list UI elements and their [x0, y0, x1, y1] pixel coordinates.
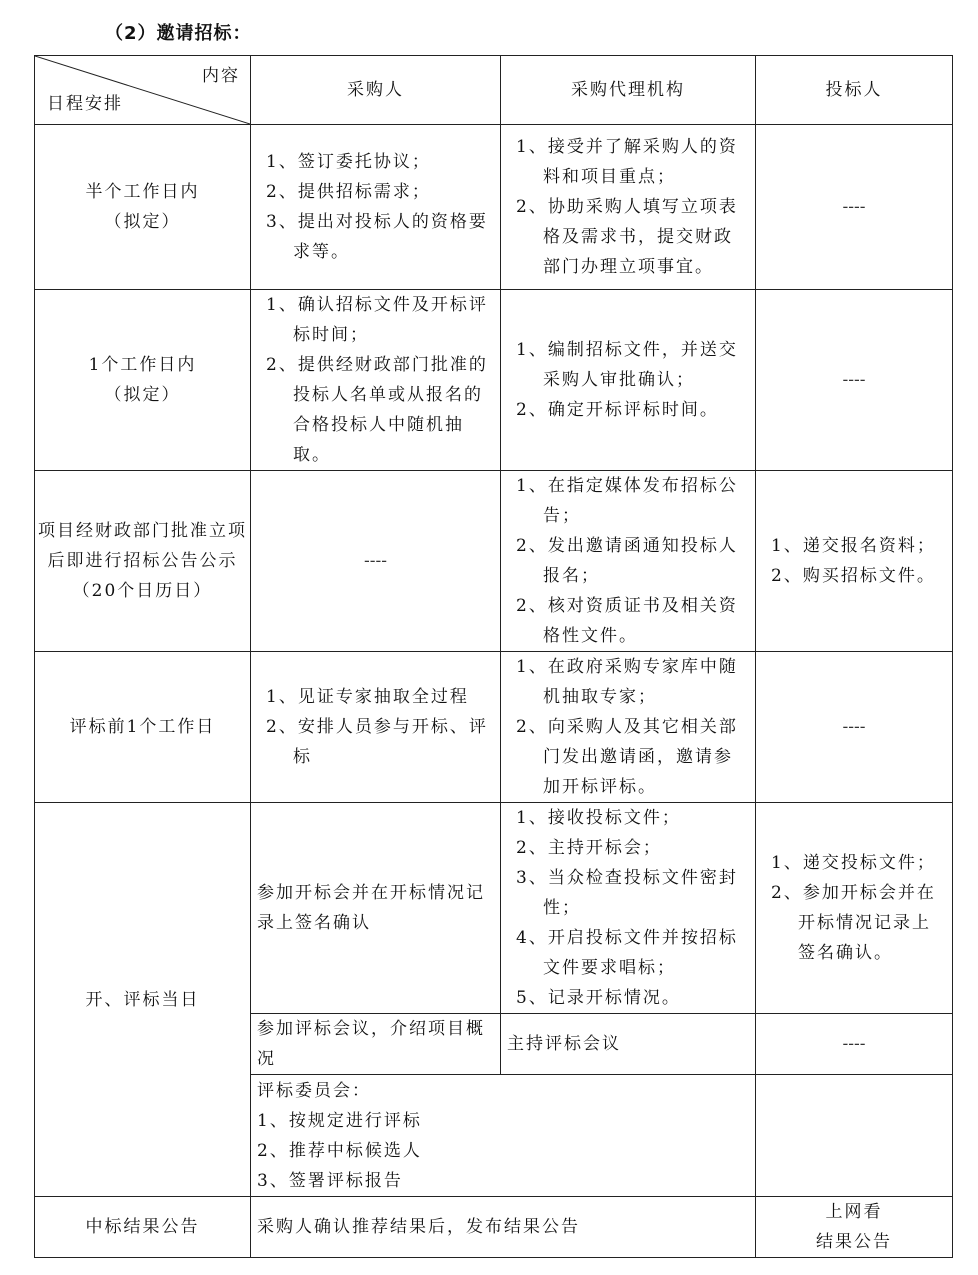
table-row [35, 290, 953, 471]
bidder-cell: ---- [756, 125, 953, 290]
committee-cell: 评标委员会： 1、按规定进行评标 2、推荐中标候选人 3、签署评标报告 [251, 1075, 756, 1197]
purchaser-cell: 1、签订委托协议； 2、提供招标需求； 3、提出对投标人的资格要求等。 [251, 125, 501, 290]
table-row [35, 803, 953, 1014]
bidder-cell-empty [756, 1075, 953, 1197]
result-content-cell: 采购人确认推荐结果后，发布结果公告 [251, 1197, 756, 1258]
schedule-cell: 1个工作日内 （拟定） [35, 290, 251, 471]
table-row [35, 1197, 953, 1258]
agency-cell: 主持评标会议 [501, 1014, 756, 1075]
bidder-cell: 上网看 结果公告 [756, 1197, 953, 1258]
schedule-cell: 项目经财政部门批准立项后即进行招标公告公示 （20个日历日） [35, 471, 251, 652]
schedule-cell: 评标前1个工作日 [35, 652, 251, 803]
agency-cell: 1、编制招标文件，并送交采购人审批确认； 2、确定开标评标时间。 [501, 290, 756, 471]
purchaser-cell: ---- [251, 471, 501, 652]
schedule-cell-opening-day: 开、评标当日 [35, 803, 251, 1197]
purchaser-cell: 参加评标会议，介绍项目概况 [251, 1014, 501, 1075]
header-purchaser: 采购人 [251, 56, 501, 125]
table-row [35, 471, 953, 652]
header-bidder: 投标人 [756, 56, 953, 125]
agency-cell: 1、接收投标文件； 2、主持开标会； 3、当众检查投标文件密封性； 4、开启投标文件并按招标文件要求唱标； 5、记录开标情况。 [501, 803, 756, 1014]
corner-header-cell [35, 56, 251, 125]
header-row [35, 56, 953, 125]
agency-cell: 1、在政府采购专家库中随机抽取专家； 2、向采购人及其它相关部门发出邀请函，邀请参加开标评标。 [501, 652, 756, 803]
agency-cell: 1、接受并了解采购人的资料和项目重点； 2、协助采购人填写立项表格及需求书，提交财政部门办理立项事宜。 [501, 125, 756, 290]
schedule-cell: 半个工作日内 （拟定） [35, 125, 251, 290]
agency-cell: 1、在指定媒体发布招标公告； 2、发出邀请函通知投标人报名； 2、核对资质证书及相关资格性文件。 [501, 471, 756, 652]
bidder-cell: 1、递交投标文件； 2、参加开标会并在开标情况记录上签名确认。 [756, 803, 953, 1014]
bidder-cell: 1、递交报名资料； 2、购买招标文件。 [756, 471, 953, 652]
table-row [35, 652, 953, 803]
purchaser-cell: 1、见证专家抽取全过程 2、安排人员参与开标、评标 [251, 652, 501, 803]
bidder-cell: ---- [756, 652, 953, 803]
schedule-table [34, 55, 953, 1258]
schedule-cell: 中标结果公告 [35, 1197, 251, 1258]
header-agency: 采购代理机构 [501, 56, 756, 125]
section-heading: （2）邀请招标： [105, 23, 252, 44]
purchaser-cell: 参加开标会并在开标情况记录上签名确认 [251, 803, 501, 1014]
purchaser-cell: 1、确认招标文件及开标评标时间； 2、提供经财政部门批准的投标人名单或从报名的合格投标人中随机抽取。 [251, 290, 501, 471]
table-row [35, 125, 953, 290]
bidder-cell: ---- [756, 1014, 953, 1075]
bidder-cell: ---- [756, 290, 953, 471]
corner-content-label: 内容 [202, 66, 240, 86]
corner-schedule-label: 日程安排 [47, 94, 123, 114]
